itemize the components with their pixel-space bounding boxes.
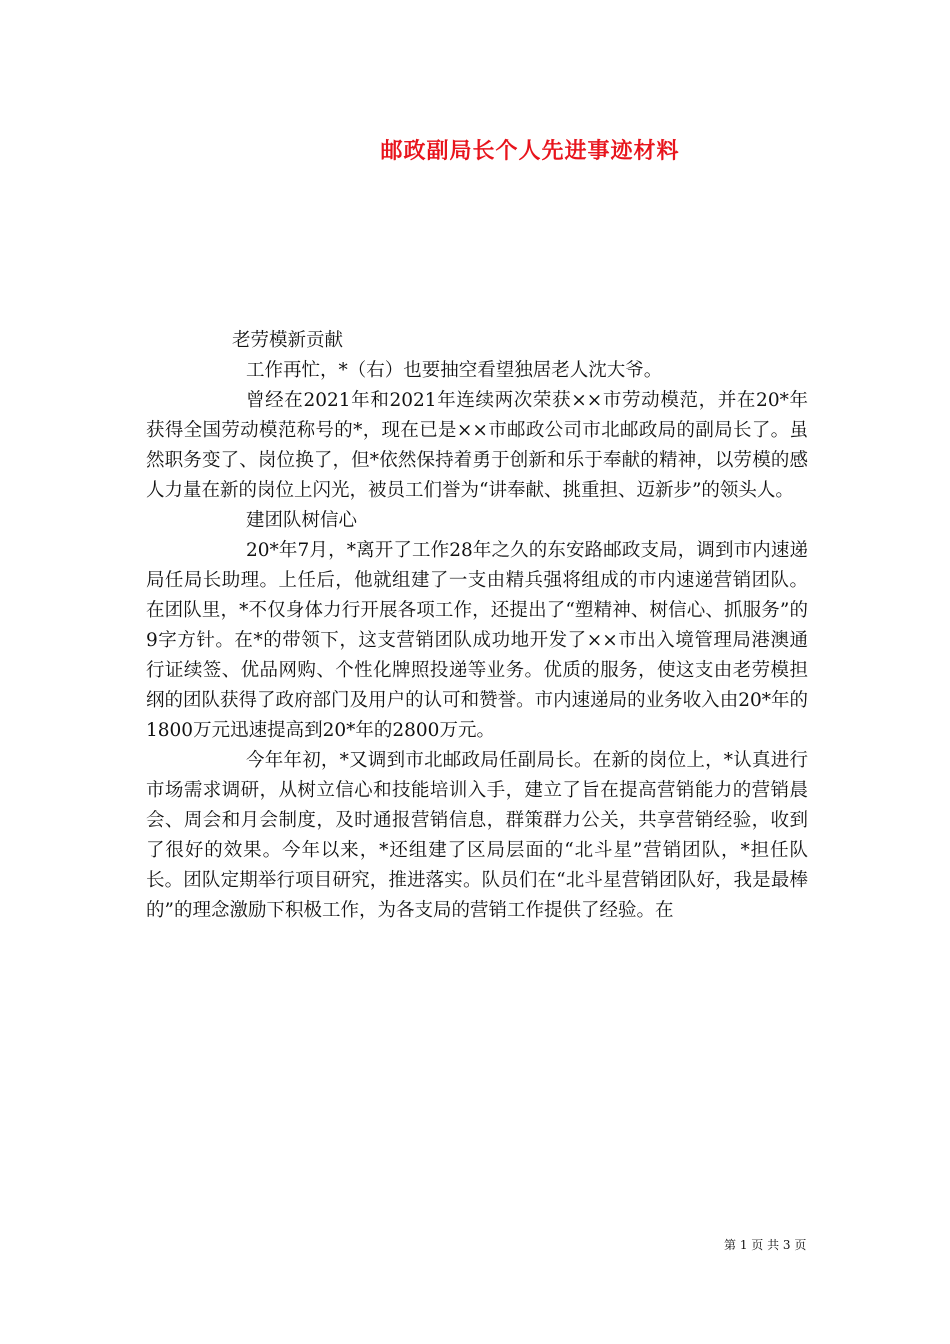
document-body: [146, 326, 808, 926]
body-paragraph: 曾经在2021年和2021年连续两次荣获××市劳动模范，并在20*年获得全国劳动模范称号的*，现在已是××市邮政公司市北邮政局的副局长了。虽然职务变了、岗位换了，但*依然保持着勇于创新和乐于奉献的精神，以劳模的感人力量在新的岗位上闪光，被员工们誉为“讲奉献、挑重担、迈新步”的领头人。: [146, 390, 808, 501]
body-paragraph: 20*年7月，*离开了工作28年之久的东安路邮政支局，调到市内速递局任局长助理。上任后，他就组建了一支由精兵强将组成的市内速递营销团队。在团队里，*不仅身体力行开展各项工作，还提出了“塑精神、树信心、抓服务”的9字方针。在*的带领下，这支营销团队成功地开发了××市出入境管理局港澳通行证续签、优品网购、个性化牌照投递等业务。优质的服务，使这支由老劳模担纲的团队获得了政府部门及用户的认可和赞誉。市内速递局的业务收入由20*年的1800万元迅速提高到20*年的2800万元。: [146, 540, 808, 741]
body-paragraph: 今年年初，*又调到市北邮政局任副局长。在新的岗位上，*认真进行市场需求调研，从树立信心和技能培训入手，建立了旨在提高营销能力的营销晨会、周会和月会制度，及时通报营销信息，群策群力公关，共享营销经验，收到了很好的效果。今年以来，*还组建了区局层面的“北斗星”营销团队，*担任队长。团队定期举行项目研究，推进落实。队员们在“北斗星营销团队好，我是最棒的”的理念激励下积极工作，为各支局的营销工作提供了经验。在: [146, 750, 808, 921]
caption-line: 工作再忙，*（右）也要抽空看望独居老人沈大爷。: [246, 360, 663, 381]
page-number-footer: 第 1 页 共 3 页: [724, 1238, 807, 1252]
section-heading: 老劳模新贡献: [232, 330, 344, 351]
section-heading: 建团队树信心: [246, 510, 358, 531]
document-title: 邮政副局长个人先进事迹材料: [380, 138, 680, 164]
